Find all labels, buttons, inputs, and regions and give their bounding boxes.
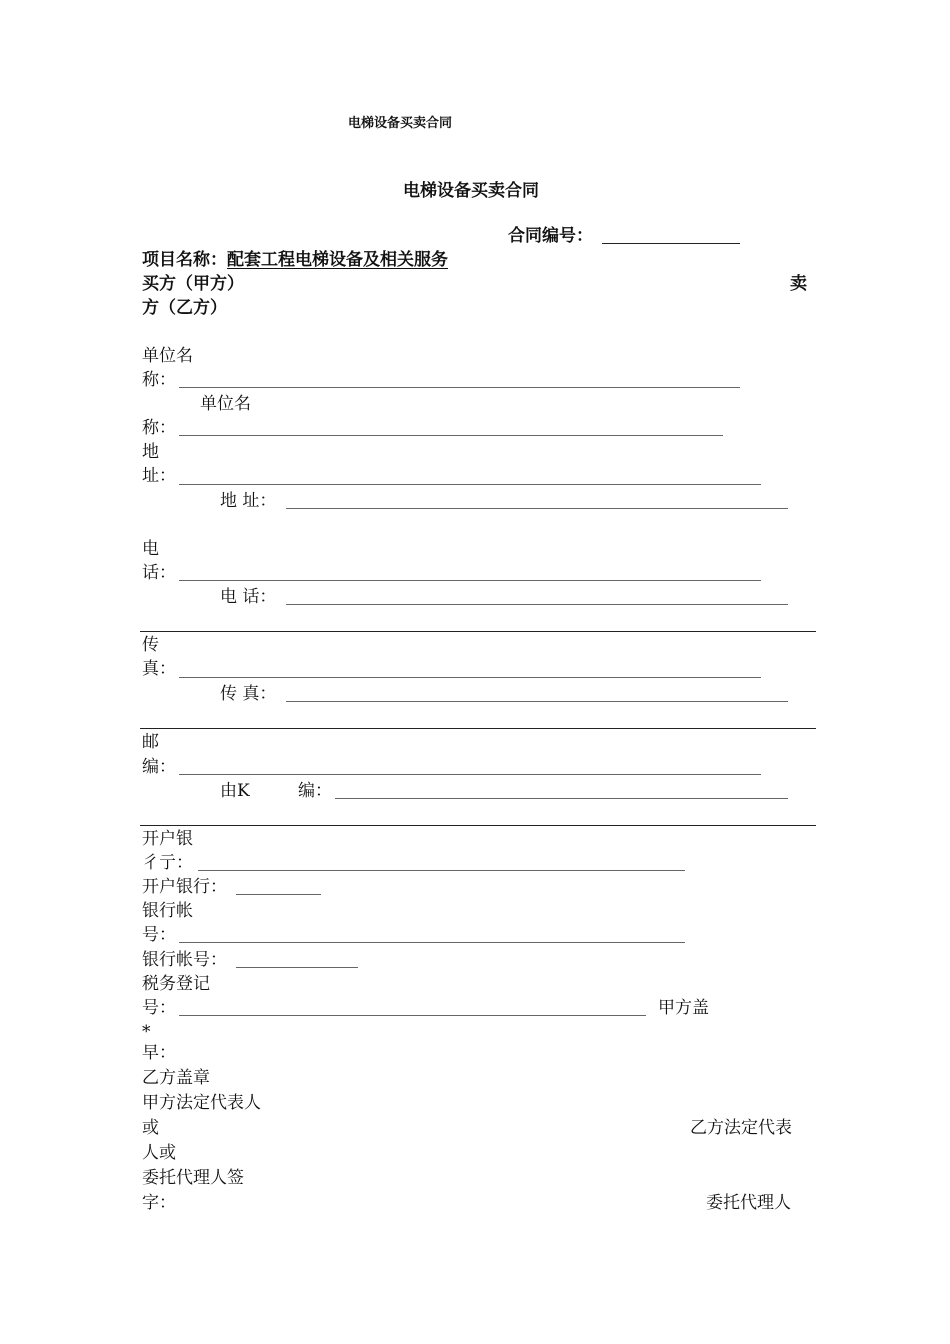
document-title: 电梯设备买卖合同: [403, 181, 539, 201]
buyer-phone-field[interactable]: [179, 580, 761, 581]
star-mark: *: [142, 1022, 151, 1042]
buyer-bank-label-b: 彳亍：: [142, 853, 193, 873]
agent-signature-label-b: 字：: [142, 1193, 176, 1213]
tax-registration-label-b: 号：: [142, 998, 176, 1018]
divider-line: [140, 825, 816, 826]
buyer-unit-name-label-b: 称：: [142, 370, 176, 390]
project-name-value: 配套工程电梯设备及相关服务: [227, 250, 448, 270]
party-a-seal-label: 甲方盖: [658, 998, 709, 1018]
seller-label-part2: 方（乙方）: [142, 298, 227, 318]
seller-account-label: 银行帐号：: [142, 950, 227, 970]
buyer-address-label-b: 址：: [142, 466, 176, 486]
buyer-fax-label-a: 传: [142, 635, 159, 655]
tax-registration-field[interactable]: [179, 1015, 646, 1016]
seller-postcode-label-a: 由K: [220, 781, 250, 801]
buyer-account-label-b: 号：: [142, 925, 176, 945]
agent-signature-label-a: 委托代理人签: [142, 1168, 244, 1188]
seller-address-label: 地 址：: [220, 491, 277, 511]
divider-line: [140, 631, 816, 632]
buyer-account-field[interactable]: [179, 942, 685, 943]
seller-address-field[interactable]: [286, 508, 788, 509]
buyer-postcode-field[interactable]: [179, 774, 761, 775]
project-name-row: [142, 248, 448, 272]
project-name-label: 项目名称：: [142, 250, 227, 270]
seller-bank-field[interactable]: [236, 894, 321, 895]
divider-line: [140, 728, 816, 729]
seller-fax-label: 传 真：: [220, 684, 277, 704]
buyer-fax-field[interactable]: [179, 677, 761, 678]
buyer-fax-label-b: 真：: [142, 659, 176, 679]
party-b-agent-label: 委托代理人: [706, 1193, 791, 1213]
seller-fax-field[interactable]: [286, 701, 788, 702]
buyer-phone-label-b: 话：: [142, 563, 176, 583]
seller-phone-field[interactable]: [286, 604, 788, 605]
or-label: 或: [142, 1118, 159, 1138]
seller-phone-label: 电 话：: [220, 587, 277, 607]
buyer-address-field[interactable]: [179, 484, 761, 485]
tax-registration-label-a: 税务登记: [142, 974, 210, 994]
seller-label-part1: 卖: [790, 274, 807, 294]
buyer-unit-name-label-a: 单位名: [142, 346, 193, 366]
seller-bank-label: 开户银行：: [142, 877, 227, 897]
buyer-account-label-a: 银行帐: [142, 901, 193, 921]
seller-unit-name-field[interactable]: [179, 435, 723, 436]
party-b-representative-label: 乙方法定代表: [690, 1118, 792, 1138]
buyer-bank-label-a: 开户银: [142, 829, 193, 849]
seller-unit-name-label-a: 单位名: [200, 394, 251, 414]
running-header: 电梯设备买卖合同: [348, 116, 453, 131]
seller-postcode-label-b: 编：: [298, 781, 332, 801]
buyer-postcode-label-a: 邮: [142, 732, 159, 752]
contract-number-label: 合同编号：: [508, 226, 593, 246]
buyer-unit-name-field[interactable]: [179, 387, 740, 388]
or-label-2: 人或: [142, 1143, 176, 1163]
buyer-address-label-a: 地: [142, 442, 159, 462]
contract-number-field[interactable]: [602, 243, 740, 244]
seller-postcode-field[interactable]: [335, 798, 788, 799]
seal-char: 早：: [142, 1043, 176, 1063]
seller-unit-name-label-b: 称：: [142, 418, 176, 438]
party-a-representative-label: 甲方法定代表人: [142, 1093, 261, 1113]
party-b-seal-label: 乙方盖章: [142, 1068, 210, 1088]
buyer-phone-label-a: 电: [142, 539, 159, 559]
buyer-bank-field[interactable]: [198, 870, 685, 871]
buyer-postcode-label-b: 编：: [142, 757, 176, 777]
seller-account-field[interactable]: [236, 967, 358, 968]
buyer-label: 买方（甲方）: [142, 274, 244, 294]
